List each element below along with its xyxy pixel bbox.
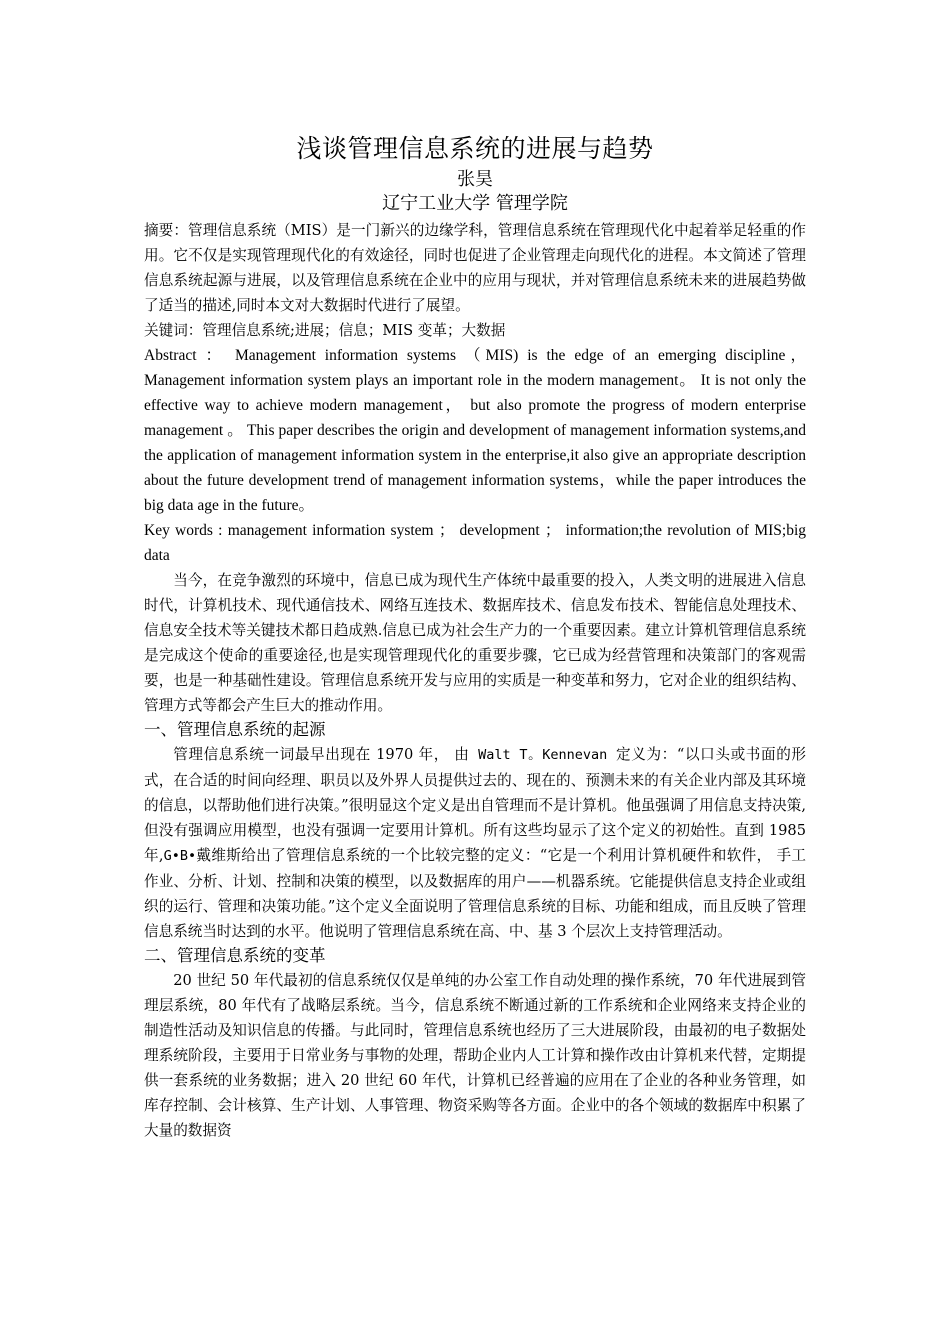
origin-name-walt: Walt T。Kennevan [469,747,617,763]
origin-name-gb: G•B• [163,848,197,864]
author-name: 张昊 [457,169,493,190]
abstract-english: Abstract ： Management information systems （MIS) is the edge of an emerging discipline，Management information system plays an important role in the modern management。 It is not only the effective way to achieve modern management， but also promote the progress of modern enterprise management 。 This paper describes the origin and development of management information systems,and the application of management information system in the enterprise,it also give an appropriate description about the future development trend of management information systems，while the paper introduces the big data age in the future。 [144,347,806,514]
section-heading-revolution: 二、管理信息系统的变革 [144,946,326,965]
keywords-english: Key words : management information system ； development ； information;the revolution of MIS;big data [144,522,806,564]
intro-paragraph: 当今，在竞争激烈的环境中，信息已成为现代生产体统中最重要的投入，人类文明的进展进入信息时代，计算机技术、现代通信技术、网络互连技术、数据库技术、信息发布技术、智能信息处理技术、信息安全技术等关键技术都日趋成熟.信息已成为社会生产力的一个重要因素。建立计算机管理信息系统是完成这个使命的重要途径,也是实现管理现代化的重要步骤，它已成为经营管理和决策部门的客观需要，也是一种基础性建设。管理信息系统开发与应用的实质是一种变革和努力，它对企业的组织结构、管理方式等都会产生巨大的推动作用。 [144,572,806,714]
section-heading-origin: 一、管理信息系统的起源 [144,720,326,739]
origin-text-c: 戴维斯给出了管理信息系统的一个比较完整的定义：“它是一个利用计算机硬件和软件， 手工作业、分析、计划、控制和决策的模型，以及数据库的用户——机器系统。它能提供信息支持企业或组织的运行、管理和决策功能。”这个定义全面说明了管理信息系统的目标、功能和组成，而且反映了管理信息系统当时达到的水平。他说明了管理信息系统在高、中、基 3 个层次上支持管理活动。 [144,847,807,940]
origin-text-b: 定义为：“以口头或书面的形式，在合适的时间向经理、职员以及外界人员提供过去的、现在的、预测未来的有关企业内部及其环境的信息，以帮助他们进行决策。”很明显这个定义是出自管理而不是计算机。他虽强调了用信息支持决策,但没有强调应用模型，也没有强调一定要用计算机。所有这些均显示了这个定义的初始性。直到 1985 年, [144,746,807,864]
paper-title: 浅谈管理信息系统的进展与趋势 [296,134,654,163]
keywords-chinese: 关键词：管理信息系统;进展；信息；MIS 变革；大数据 [144,322,506,339]
author-affiliation: 辽宁工业大学 管理学院 [382,193,568,214]
section-origin-paragraph [144,742,806,944]
paper-page [144,130,806,1143]
section-revolution-paragraph: 20 世纪 50 年代最初的信息系统仅仅是单纯的办公室工作自动处理的操作系统，70 年代进展到管理层系统，80 年代有了战略层系统。当今，信息系统不断通过新的工作系统和企业网络来支持企业的制造性活动及知识信息的传播。与此同时，管理信息系统也经历了三大进展阶段，由最初的电子数据处理系统阶段，主要用于日常业务与事物的处理，帮助企业内人工计算和操作改由计算机来代替，定期提供一套系统的业务数据；进入 20 世纪 60 年代，计算机已经普遍的应用在了企业的各种业务管理，如库存控制、会计核算、生产计划、人事管理、物资采购等各方面。企业中的各个领域的数据库中积累了大量的数据资 [144,972,806,1139]
origin-text-a: 管理信息系统一词最早出现在 1970 年， 由 [173,746,470,763]
abstract-chinese: 摘要：管理信息系统（MIS）是一门新兴的边缘学科，管理信息系统在管理现代化中起着举足轻重的作用。它不仅是实现管理现代化的有效途径，同时也促进了企业管理走向现代化的进程。本文简述了管理信息系统起源与进展，以及管理信息系统在企业中的应用与现状，并对管理信息系统未来的进展趋势做了适当的描述,同时本文对大数据时代进行了展望。 [144,222,806,314]
